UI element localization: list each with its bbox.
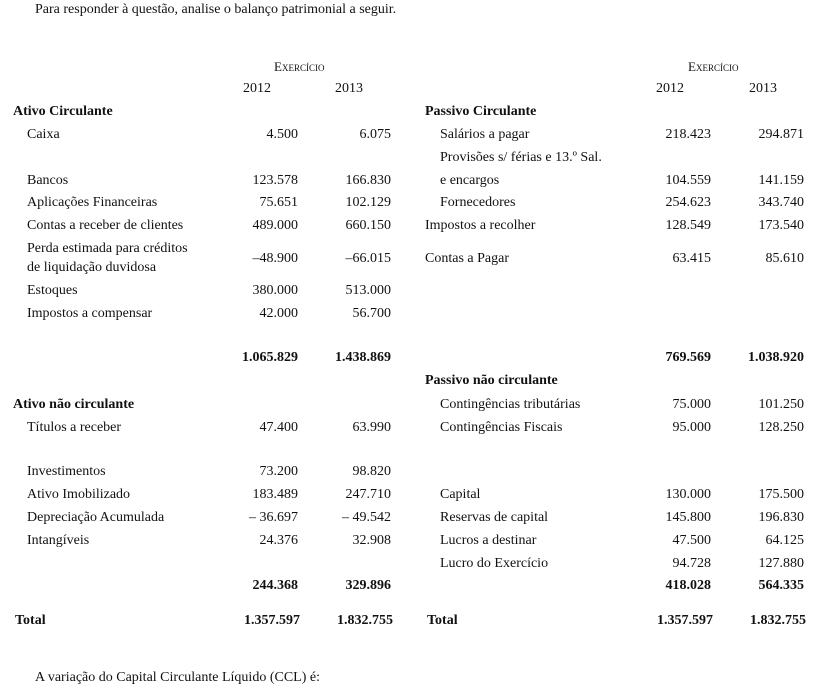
pc-row-2012: 128.549 [665, 218, 711, 233]
anc-row-2012: 183.489 [252, 487, 298, 502]
intro-text: Para responder à questão, analise o balanço patrimonial a seguir. [35, 2, 397, 17]
left-total-2013: 1.832.755 [337, 613, 393, 628]
question-text: A variação do Capital Circulante Líquido (CCL) é: [35, 670, 320, 685]
ac-row-label: Contas a receber de clientes [27, 218, 184, 233]
anc-row-2013: 98.820 [352, 464, 391, 479]
pl-row-2013: 196.830 [758, 510, 804, 525]
pl-row-label: Lucros a destinar [440, 533, 537, 548]
pc-row-label: Contas a Pagar [425, 251, 509, 266]
ac-row-label: Impostos a compensar [27, 306, 153, 321]
pl-row-label: Reservas de capital [440, 510, 549, 525]
right-year-2013: 2013 [749, 81, 777, 96]
ac-row-2012: 75.651 [259, 195, 298, 210]
subtotal-anc-2012: 244.368 [252, 578, 298, 593]
subtotal-anc-2013: 329.896 [345, 578, 391, 593]
ac-row-2013: 56.700 [352, 306, 391, 321]
anc-row-2012: 47.400 [259, 420, 298, 435]
pc-row-2012: 104.559 [665, 173, 711, 188]
pnc-row-2013: 128.250 [758, 420, 804, 435]
pl-row-label: Capital [440, 487, 481, 502]
subtotal-pl-2012: 418.028 [665, 578, 711, 593]
ac-row-2012: 4.500 [266, 127, 298, 142]
anc-row-label: Ativo Imobilizado [27, 487, 131, 502]
pl-row-2012: 94.728 [672, 556, 711, 571]
ac-row-2013: 166.830 [345, 173, 391, 188]
anc-row-label: Títulos a receber [27, 420, 122, 435]
subtotal-pc-2012: 769.569 [665, 350, 711, 365]
pc-row-2012: 218.423 [665, 127, 711, 142]
pnc-row-label: Contingências tributárias [440, 397, 581, 412]
left-year-2012: 2012 [243, 81, 271, 96]
right-total-2013: 1.832.755 [750, 613, 806, 628]
pnc-row-label: Contingências Fiscais [440, 420, 563, 435]
ac-row-2013: 660.150 [345, 218, 391, 233]
passivo-nao-circulante-title: Passivo não circulante [425, 373, 558, 388]
ac-row-label-line1: Perda estimada para créditos [27, 241, 188, 256]
pc-row-label: Fornecedores [440, 195, 516, 210]
ac-row-2013: 102.129 [345, 195, 391, 210]
ac-row-2013: 6.075 [359, 127, 391, 142]
ac-row-label-line2: de liquidação duvidosa [27, 260, 157, 275]
pl-row-2012: 47.500 [672, 533, 711, 548]
subtotal-pl-2013: 564.335 [758, 578, 804, 593]
pl-row-2013: 127.880 [758, 556, 804, 571]
anc-row-label: Depreciação Acumulada [27, 510, 165, 525]
ac-row-label: Bancos [27, 173, 69, 188]
anc-row-label: Investimentos [27, 464, 106, 479]
ativo-circulante-title: Ativo Circulante [13, 104, 113, 119]
pl-row-2013: 175.500 [758, 487, 804, 502]
pc-row-label: Impostos a recolher [425, 218, 536, 233]
subtotal-pc-2013: 1.038.920 [748, 350, 804, 365]
left-exercicio-header: Exercício [274, 59, 325, 74]
right-total-label: Total [427, 613, 458, 628]
pl-row-2012: 130.000 [665, 487, 711, 502]
ativo-nao-circulante-title: Ativo não circulante [13, 397, 135, 412]
subtotal-ac-2012: 1.065.829 [242, 350, 298, 365]
ac-row-2013: –66.015 [345, 251, 391, 266]
ac-row-label: Caixa [27, 127, 60, 142]
pc-row-2013: 85.610 [765, 251, 804, 266]
right-total-2012: 1.357.597 [657, 613, 713, 628]
left-total-label: Total [15, 613, 46, 628]
anc-row-2013: 63.990 [352, 420, 391, 435]
anc-row-2013: – 49.542 [342, 510, 391, 525]
ac-row-2012: 380.000 [252, 283, 298, 298]
pc-row-label-line1: Provisões s/ férias e 13.º Sal. [440, 150, 602, 165]
anc-row-2013: 247.710 [345, 487, 391, 502]
pc-row-label-line2: e encargos [440, 173, 500, 188]
ac-row-2012: –48.900 [252, 251, 298, 266]
left-year-2013: 2013 [335, 81, 363, 96]
ac-row-label: Estoques [27, 283, 78, 298]
right-exercicio-header: Exercício [688, 59, 739, 74]
pc-row-2012: 254.623 [665, 195, 711, 210]
pl-row-2012: 145.800 [665, 510, 711, 525]
anc-row-label: Intangíveis [27, 533, 90, 548]
pc-row-2013: 343.740 [758, 195, 804, 210]
right-year-2012: 2012 [656, 81, 684, 96]
pnc-row-2012: 95.000 [672, 420, 711, 435]
anc-row-2012: 73.200 [259, 464, 298, 479]
anc-row-2012: 24.376 [259, 533, 298, 548]
ac-row-label: Aplicações Financeiras [27, 195, 158, 210]
ac-row-2013: 513.000 [345, 283, 391, 298]
pl-row-label: Lucro do Exercício [440, 556, 549, 571]
pl-row-2013: 64.125 [765, 533, 804, 548]
anc-row-2012: – 36.697 [249, 510, 298, 525]
pc-row-2013: 173.540 [758, 218, 804, 233]
anc-row-2013: 32.908 [352, 533, 391, 548]
pc-row-label: Salários a pagar [440, 127, 530, 142]
left-total-2012: 1.357.597 [244, 613, 300, 628]
pc-row-2013: 141.159 [758, 173, 804, 188]
ac-row-2012: 489.000 [252, 218, 298, 233]
subtotal-ac-2013: 1.438.869 [335, 350, 391, 365]
ac-row-2012: 42.000 [259, 306, 298, 321]
pc-row-2013: 294.871 [758, 127, 804, 142]
pc-row-2012: 63.415 [672, 251, 711, 266]
pnc-row-2012: 75.000 [672, 397, 711, 412]
passivo-circulante-title: Passivo Circulante [425, 104, 537, 119]
pnc-row-2013: 101.250 [758, 397, 804, 412]
ac-row-2012: 123.578 [252, 173, 298, 188]
